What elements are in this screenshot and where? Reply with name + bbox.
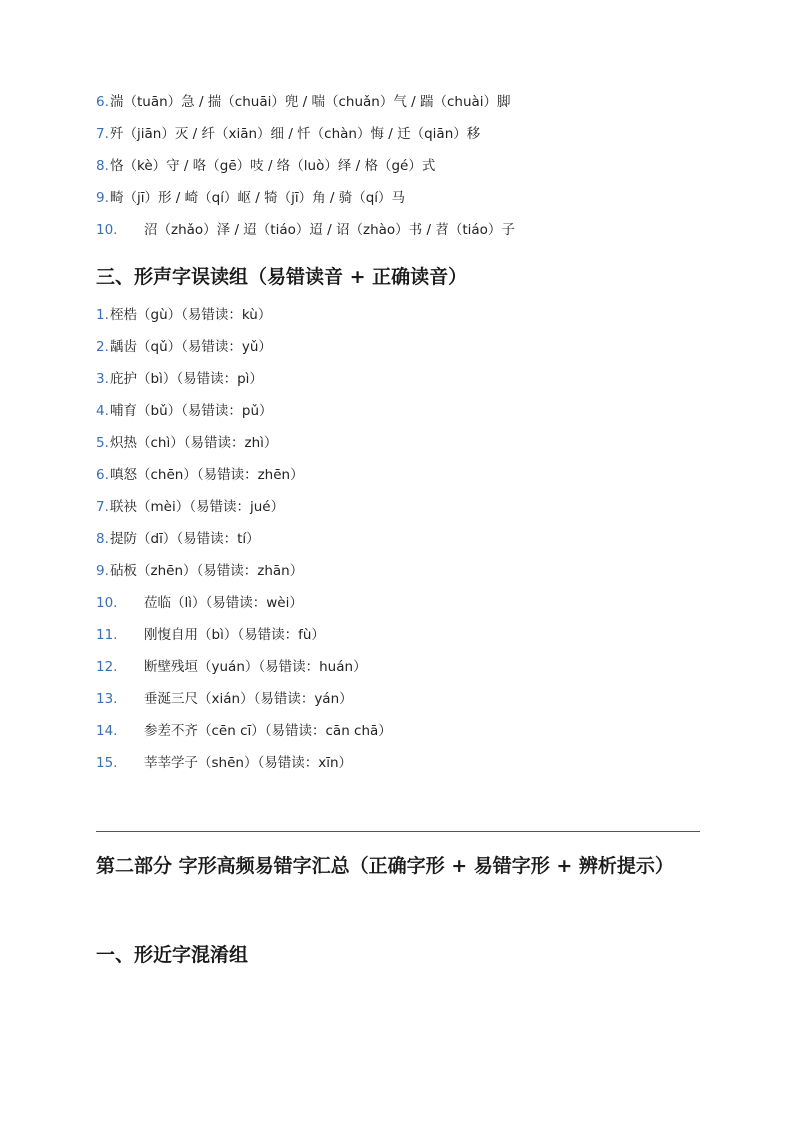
list-item	[96, 331, 392, 363]
list-item	[96, 299, 392, 331]
item-text: 联袂（mèi）（易错读：jué）	[110, 499, 285, 515]
item-text: 莘莘学子（shēn）（易错读：xīn）	[144, 755, 352, 771]
list-item	[96, 459, 392, 491]
item-text: 龋齿（qǔ）（易错读：yǔ）	[110, 339, 272, 355]
item-text: 炽热（chì）（易错读：zhì）	[110, 435, 278, 451]
item-number: 13.	[96, 691, 118, 707]
list-item	[96, 182, 515, 214]
list-item	[96, 491, 392, 523]
reading-list-continued	[96, 86, 515, 246]
item-text: 莅临（lì）（易错读：wèi）	[144, 595, 303, 611]
list-item	[96, 86, 515, 118]
item-number: 2.	[96, 339, 109, 355]
item-text: 垂涎三尺（xián）（易错读：yán）	[144, 691, 353, 707]
item-number: 9.	[96, 190, 109, 206]
item-number: 7.	[96, 126, 109, 142]
list-item	[96, 214, 515, 246]
item-number: 10.	[96, 595, 118, 611]
item-number: 10.	[96, 222, 118, 238]
list-item	[96, 523, 392, 555]
item-number: 8.	[96, 158, 109, 174]
list-item	[96, 683, 392, 715]
item-number: 7.	[96, 499, 109, 515]
section-divider	[96, 831, 700, 832]
item-text: 沼（zhǎo）泽 / 迢（tiáo）迢 / 诏（zhào）书 / 苕（tiáo）子	[144, 222, 515, 238]
item-number: 14.	[96, 723, 118, 739]
item-text: 恪（kè）守 / 咯（gē）吱 / 络（luò）绎 / 格（gé）式	[110, 158, 436, 174]
item-number: 15.	[96, 755, 118, 771]
list-item	[96, 363, 392, 395]
list-item	[96, 427, 392, 459]
list-item	[96, 715, 392, 747]
list-item	[96, 619, 392, 651]
list-item	[96, 118, 515, 150]
item-text: 提防（dī）（易错读：tí）	[110, 531, 260, 547]
item-text: 嗔怒（chēn）（易错读：zhēn）	[110, 467, 304, 483]
item-number: 4.	[96, 403, 109, 419]
part-two-title: 第二部分 字形高频易错字汇总（正确字形 + 易错字形 + 辨析提示）	[96, 855, 674, 877]
list-item	[96, 651, 392, 683]
item-text: 哺育（bǔ）（易错读：pǔ）	[110, 403, 273, 419]
item-text: 畸（jī）形 / 崎（qí）岖 / 犄（jī）角 / 骑（qí）马	[110, 190, 406, 206]
item-number: 11.	[96, 627, 118, 643]
list-item	[96, 395, 392, 427]
item-number: 12.	[96, 659, 118, 675]
item-number: 9.	[96, 563, 109, 579]
section-title-similar-shape: 一、形近字混淆组	[96, 944, 249, 966]
item-text: 刚愎自用（bì）（易错读：fù）	[144, 627, 325, 643]
item-text: 断壁残垣（yuán）（易错读：huán）	[144, 659, 367, 675]
list-item	[96, 587, 392, 619]
list-item	[96, 555, 392, 587]
item-text: 歼（jiān）灭 / 纤（xiān）细 / 忏（chàn）悔 / 迁（qiān）移	[110, 126, 481, 142]
item-number: 1.	[96, 307, 109, 323]
item-text: 砧板（zhēn）（易错读：zhān）	[110, 563, 304, 579]
item-text: 庇护（bì）（易错读：pì）	[110, 371, 263, 387]
list-item	[96, 150, 515, 182]
item-number: 6.	[96, 94, 109, 110]
item-text: 参差不齐（cēn cī）（易错读：cān chā）	[144, 723, 392, 739]
item-number: 3.	[96, 371, 109, 387]
list-item	[96, 747, 392, 779]
item-number: 8.	[96, 531, 109, 547]
item-number: 6.	[96, 467, 109, 483]
section-title-phonetic-misreading: 三、形声字误读组（易错读音 + 正确读音）	[96, 266, 468, 288]
misreading-list	[96, 299, 392, 779]
item-number: 5.	[96, 435, 109, 451]
item-text: 湍（tuān）急 / 揣（chuāi）兜 / 喘（chuǎn）气 / 踹（chuài）脚	[110, 94, 511, 110]
item-text: 桎梏（gù）（易错读：kù）	[110, 307, 272, 323]
